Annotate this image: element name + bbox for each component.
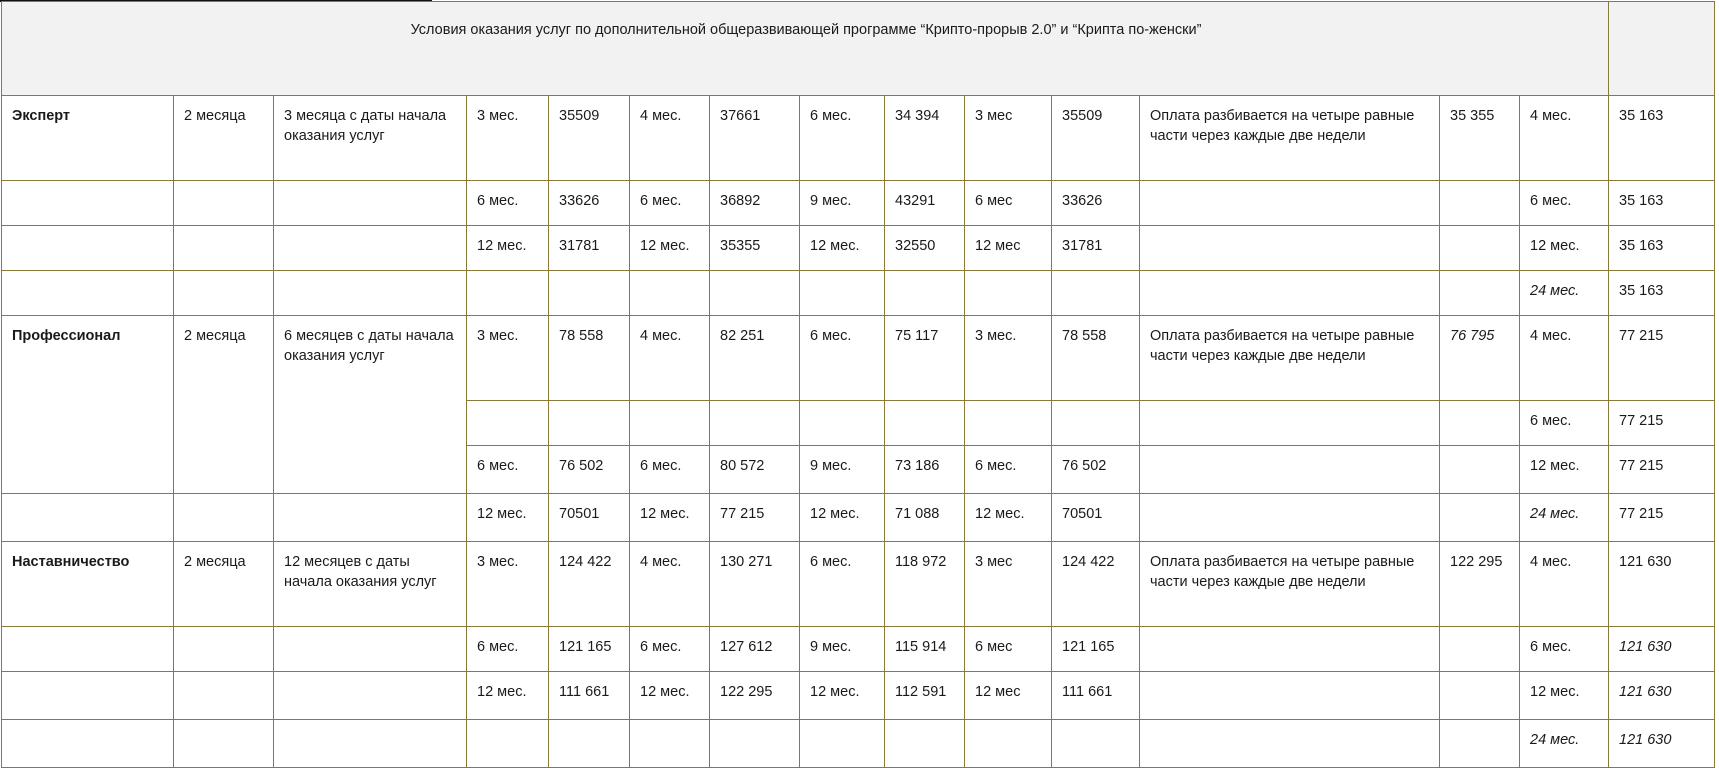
- term-cell: 6 мес.: [800, 542, 885, 627]
- price-cell: [1052, 401, 1140, 446]
- term-cell: 3 мес: [965, 96, 1052, 181]
- term-cell: 6 мес: [965, 181, 1052, 226]
- price-cell: 35509: [1052, 96, 1140, 181]
- term-cell: 12 мес.: [800, 226, 885, 271]
- term-cell: [965, 401, 1052, 446]
- empty-cell: [174, 226, 274, 271]
- term-cell: 3 мес.: [965, 316, 1052, 401]
- term-cell: 6 мес.: [1520, 627, 1609, 672]
- empty-cell: [274, 226, 467, 271]
- table-row: [2, 494, 1715, 542]
- term-cell: [630, 401, 710, 446]
- term-cell: 6 мес.: [467, 181, 549, 226]
- price-cell: 121 630: [1609, 720, 1715, 768]
- term-cell: 12 мес.: [630, 494, 710, 542]
- term-cell: [467, 401, 549, 446]
- tier-access: 12 месяцев с даты начала оказания услуг: [274, 542, 467, 627]
- price-cell: 124 422: [549, 542, 630, 627]
- price-cell: [1052, 720, 1140, 768]
- price-cell: [710, 401, 800, 446]
- price-cell: 122 295: [710, 672, 800, 720]
- price-cell: 80 572: [710, 446, 800, 494]
- empty-cell: [174, 494, 274, 542]
- payment-note: Оплата разбивается на четыре равные части через каждые две недели: [1140, 542, 1440, 627]
- price-cell: 35509: [549, 96, 630, 181]
- term-cell: [630, 271, 710, 316]
- term-cell: 4 мес.: [1520, 96, 1609, 181]
- term-cell: 6 мес.: [630, 627, 710, 672]
- price-cell: 77 215: [710, 494, 800, 542]
- term-cell: 12 мес.: [467, 226, 549, 271]
- price-cell: [1052, 271, 1140, 316]
- term-cell: 4 мес.: [1520, 316, 1609, 401]
- tier-access: 3 месяца с даты начала оказания услуг: [274, 96, 467, 181]
- empty-cell: [2, 271, 174, 316]
- empty-cell: [1140, 494, 1440, 542]
- price-cell: 127 612: [710, 627, 800, 672]
- term-cell: 6 мес.: [1520, 401, 1609, 446]
- table-row: [2, 96, 1715, 181]
- price-cell: 75 117: [885, 316, 965, 401]
- pricing-table: [1, 1, 1715, 768]
- term-cell: 9 мес.: [800, 181, 885, 226]
- header-side-cell: [1609, 2, 1715, 96]
- term-cell: 12 мес.: [800, 672, 885, 720]
- empty-cell: [174, 181, 274, 226]
- term-cell: 6 мес.: [630, 446, 710, 494]
- empty-cell: [274, 494, 467, 542]
- table-row: [2, 720, 1715, 768]
- empty-cell: [1440, 494, 1520, 542]
- empty-cell: [1440, 271, 1520, 316]
- term-cell: 6 мес.: [800, 316, 885, 401]
- term-cell: 12 мес.: [1520, 446, 1609, 494]
- price-cell: 76 502: [1052, 446, 1140, 494]
- term-cell: [965, 271, 1052, 316]
- empty-cell: [1140, 720, 1440, 768]
- term-cell: 24 мес.: [1520, 271, 1609, 316]
- tier-period: 2 месяца: [174, 316, 274, 494]
- price-cell: 77 215: [1609, 316, 1715, 401]
- tier-access: 6 месяцев с даты начала оказания услуг: [274, 316, 467, 494]
- price-cell: 111 661: [1052, 672, 1140, 720]
- payment-note: Оплата разбивается на четыре равные части через каждые две недели: [1140, 96, 1440, 181]
- price-cell: 111 661: [549, 672, 630, 720]
- price-cell: 43291: [885, 181, 965, 226]
- term-cell: 6 мес.: [800, 96, 885, 181]
- empty-cell: [1140, 181, 1440, 226]
- table-row: [2, 271, 1715, 316]
- price-cell: 37661: [710, 96, 800, 181]
- table-title: Условия оказания услуг по дополнительной общеразвивающей программе “Крипто-прорыв 2.0” и “Крипта по-женски”: [2, 2, 1609, 96]
- price-cell: 36892: [710, 181, 800, 226]
- price-cell: 121 630: [1609, 542, 1715, 627]
- term-cell: 12 мес.: [467, 672, 549, 720]
- table-row: [2, 672, 1715, 720]
- price-cell: 34 394: [885, 96, 965, 181]
- empty-cell: [1440, 401, 1520, 446]
- term-cell: [965, 720, 1052, 768]
- price-cell: 130 271: [710, 542, 800, 627]
- payment-note: Оплата разбивается на четыре равные части через каждые две недели: [1140, 316, 1440, 401]
- price-cell: 33626: [1052, 181, 1140, 226]
- tier-period: 2 месяца: [174, 542, 274, 627]
- price-cell: [885, 720, 965, 768]
- empty-cell: [1440, 181, 1520, 226]
- price-cell: 77 215: [1609, 494, 1715, 542]
- tier-name: Наставничество: [2, 542, 174, 627]
- term-cell: 3 мес.: [467, 96, 549, 181]
- term-cell: [800, 271, 885, 316]
- price-cell: 31781: [549, 226, 630, 271]
- term-cell: 6 мес.: [467, 627, 549, 672]
- term-cell: 3 мес: [965, 542, 1052, 627]
- term-cell: 12 мес.: [965, 494, 1052, 542]
- term-cell: [800, 720, 885, 768]
- price-cell: 76 502: [549, 446, 630, 494]
- price-cell: 112 591: [885, 672, 965, 720]
- price-cell: [885, 401, 965, 446]
- term-cell: 24 мес.: [1520, 494, 1609, 542]
- empty-cell: [2, 627, 174, 672]
- split-price: 35 355: [1440, 96, 1520, 181]
- price-cell: [710, 720, 800, 768]
- empty-cell: [1140, 627, 1440, 672]
- price-cell: 82 251: [710, 316, 800, 401]
- term-cell: 12 мес.: [1520, 226, 1609, 271]
- tier-name: Эксперт: [2, 96, 174, 181]
- empty-cell: [2, 226, 174, 271]
- term-cell: 12 мес: [965, 672, 1052, 720]
- price-cell: [710, 271, 800, 316]
- price-cell: 121 630: [1609, 627, 1715, 672]
- term-cell: 12 мес: [965, 226, 1052, 271]
- price-cell: 78 558: [1052, 316, 1140, 401]
- price-cell: 31781: [1052, 226, 1140, 271]
- term-cell: 6 мес.: [630, 181, 710, 226]
- header-row: [2, 2, 1715, 96]
- tier-name: Профессионал: [2, 316, 174, 494]
- empty-cell: [2, 672, 174, 720]
- term-cell: [630, 720, 710, 768]
- pricing-sheet: [1, 1, 1715, 768]
- term-cell: [467, 720, 549, 768]
- table-row: [2, 226, 1715, 271]
- term-cell: 9 мес.: [800, 446, 885, 494]
- term-cell: [800, 401, 885, 446]
- table-row: [2, 181, 1715, 226]
- price-cell: 118 972: [885, 542, 965, 627]
- term-cell: 4 мес.: [630, 316, 710, 401]
- table-row: [2, 627, 1715, 672]
- empty-cell: [1140, 446, 1440, 494]
- empty-cell: [1440, 672, 1520, 720]
- empty-cell: [274, 181, 467, 226]
- price-cell: 71 088: [885, 494, 965, 542]
- empty-cell: [174, 271, 274, 316]
- term-cell: 4 мес.: [630, 542, 710, 627]
- table-row: [2, 316, 1715, 401]
- price-cell: 121 165: [549, 627, 630, 672]
- price-cell: 35355: [710, 226, 800, 271]
- term-cell: 9 мес.: [800, 627, 885, 672]
- empty-cell: [274, 672, 467, 720]
- price-cell: 33626: [549, 181, 630, 226]
- empty-cell: [1440, 627, 1520, 672]
- price-cell: 124 422: [1052, 542, 1140, 627]
- empty-cell: [174, 627, 274, 672]
- price-cell: [549, 401, 630, 446]
- term-cell: 4 мес.: [630, 96, 710, 181]
- split-price: 76 795: [1440, 316, 1520, 401]
- split-price: 122 295: [1440, 542, 1520, 627]
- price-cell: 121 165: [1052, 627, 1140, 672]
- empty-cell: [174, 672, 274, 720]
- empty-cell: [2, 720, 174, 768]
- empty-cell: [1440, 446, 1520, 494]
- price-cell: 70501: [549, 494, 630, 542]
- price-cell: 121 630: [1609, 672, 1715, 720]
- term-cell: 12 мес.: [630, 672, 710, 720]
- price-cell: 77 215: [1609, 401, 1715, 446]
- price-cell: 77 215: [1609, 446, 1715, 494]
- empty-cell: [274, 720, 467, 768]
- term-cell: 24 мес.: [1520, 720, 1609, 768]
- empty-cell: [1140, 401, 1440, 446]
- term-cell: 12 мес.: [467, 494, 549, 542]
- term-cell: 12 мес.: [630, 226, 710, 271]
- term-cell: 12 мес.: [800, 494, 885, 542]
- empty-cell: [1440, 226, 1520, 271]
- price-cell: 115 914: [885, 627, 965, 672]
- table-row: [2, 542, 1715, 627]
- empty-cell: [1440, 720, 1520, 768]
- empty-cell: [1140, 226, 1440, 271]
- term-cell: 6 мес: [965, 627, 1052, 672]
- term-cell: [467, 271, 549, 316]
- empty-cell: [1140, 271, 1440, 316]
- term-cell: 3 мес.: [467, 316, 549, 401]
- tier-period: 2 месяца: [174, 96, 274, 181]
- price-cell: 35 163: [1609, 271, 1715, 316]
- empty-cell: [2, 494, 174, 542]
- price-cell: 70501: [1052, 494, 1140, 542]
- price-cell: 73 186: [885, 446, 965, 494]
- empty-cell: [274, 627, 467, 672]
- term-cell: 6 мес.: [467, 446, 549, 494]
- price-cell: [549, 720, 630, 768]
- price-cell: [885, 271, 965, 316]
- empty-cell: [174, 720, 274, 768]
- price-cell: 35 163: [1609, 226, 1715, 271]
- term-cell: 12 мес.: [1520, 672, 1609, 720]
- term-cell: 6 мес.: [965, 446, 1052, 494]
- price-cell: [549, 271, 630, 316]
- empty-cell: [2, 181, 174, 226]
- price-cell: 35 163: [1609, 96, 1715, 181]
- price-cell: 78 558: [549, 316, 630, 401]
- empty-cell: [1140, 672, 1440, 720]
- price-cell: 32550: [885, 226, 965, 271]
- term-cell: 4 мес.: [1520, 542, 1609, 627]
- empty-cell: [274, 271, 467, 316]
- term-cell: 3 мес.: [467, 542, 549, 627]
- term-cell: 6 мес.: [1520, 181, 1609, 226]
- price-cell: 35 163: [1609, 181, 1715, 226]
